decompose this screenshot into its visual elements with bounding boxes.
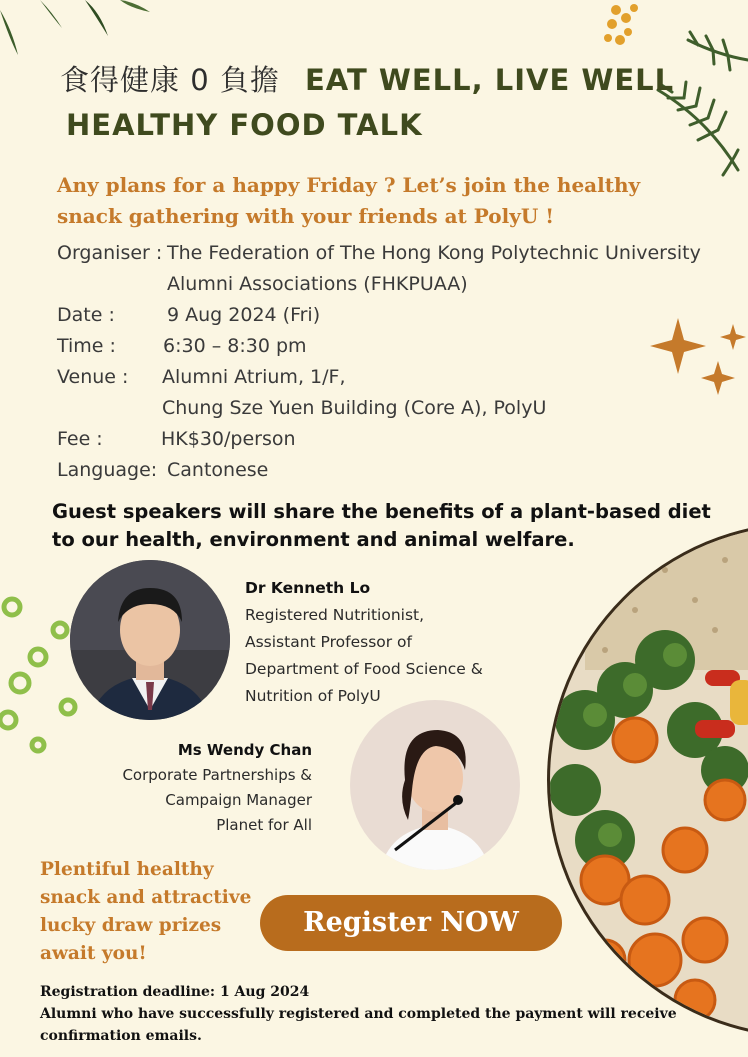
speaker2-info: [100, 738, 312, 838]
detail-value: 9 Aug 2024 (Fri): [167, 304, 321, 326]
detail-organiser: [57, 238, 701, 300]
detail-label: Language:: [57, 459, 158, 481]
speaker2-role-line: Planet for All: [216, 816, 312, 834]
leaf-decoration-topleft-icon: [0, 0, 170, 60]
detail-label: Venue :: [57, 366, 129, 388]
speaker-photo-icon: [350, 700, 520, 870]
registration-deadline: Registration deadline: 1 Aug 2024: [40, 984, 310, 1000]
speaker1-role-line: Department of Food Science &: [245, 660, 483, 678]
speaker2-role-line: Corporate Partnerships &: [122, 766, 312, 784]
detail-venue: [57, 362, 701, 424]
detail-value: 6:30 – 8:30 pm: [163, 335, 307, 357]
detail-line: The Federation of The Hong Kong Polytechnic University: [167, 242, 701, 264]
detail-language: [57, 455, 701, 486]
detail-value: HK$30/person: [161, 428, 296, 450]
detail-fee: [57, 424, 701, 455]
speaker2-name: Ms Wendy Chan: [177, 741, 312, 759]
detail-label: Time :: [57, 335, 116, 357]
detail-value: Cantonese: [167, 459, 269, 481]
detail-line: Alumni Atrium, 1/F,: [162, 366, 346, 388]
speaker1-role-line: Assistant Professor of: [245, 633, 412, 651]
speaker2-photo: [350, 700, 520, 870]
event-title: [60, 58, 674, 99]
speaker1-role-line: Registered Nutritionist,: [245, 606, 425, 624]
event-subtitle: HEALTHY FOOD TALK: [66, 108, 423, 142]
event-details: [57, 238, 701, 486]
detail-label: Fee :: [57, 428, 103, 450]
speaker1-photo: [70, 560, 230, 720]
speaker1-role-line: Nutrition of PolyU: [245, 687, 381, 705]
speaker1-name: Dr Kenneth Lo: [245, 579, 371, 597]
promo-text: Plentiful healthy snack and attractive lucky draw prizes await you!: [40, 859, 252, 964]
detail-date: [57, 300, 701, 331]
register-now-button[interactable]: Register NOW: [260, 895, 562, 951]
speaker-photo-icon: [70, 560, 230, 720]
detail-line: Alumni Associations (FHKPUAA): [167, 273, 468, 295]
event-title-english: EAT WELL, LIVE WELL: [305, 63, 675, 97]
confirmation-note: Alumni who have successfully registered and completed the payment will receive confirmation emails.: [40, 1006, 677, 1044]
detail-line: Chung Sze Yuen Building (Core A), PolyU: [162, 397, 547, 419]
speaker1-info: [245, 575, 483, 710]
detail-time: [57, 331, 701, 362]
detail-value: [167, 238, 701, 300]
event-title-chinese: 食得健康 0 負擔: [60, 63, 280, 97]
footer: [40, 981, 680, 1047]
green-onion-decoration-icon: [0, 595, 80, 755]
speaker2-role-line: Campaign Manager: [165, 791, 312, 809]
intro-text: Any plans for a happy Friday ? Let’s join the healthy snack gathering with your friends at PolyU !: [57, 173, 641, 228]
detail-label: Date :: [57, 304, 115, 326]
guest-speakers-intro: Guest speakers will share the benefits of a plant-based diet to our health, environment and animal welfare.: [52, 500, 711, 551]
food-bowl-image: [545, 520, 748, 1040]
detail-label: Organiser :: [57, 242, 163, 264]
detail-value: [162, 362, 546, 424]
